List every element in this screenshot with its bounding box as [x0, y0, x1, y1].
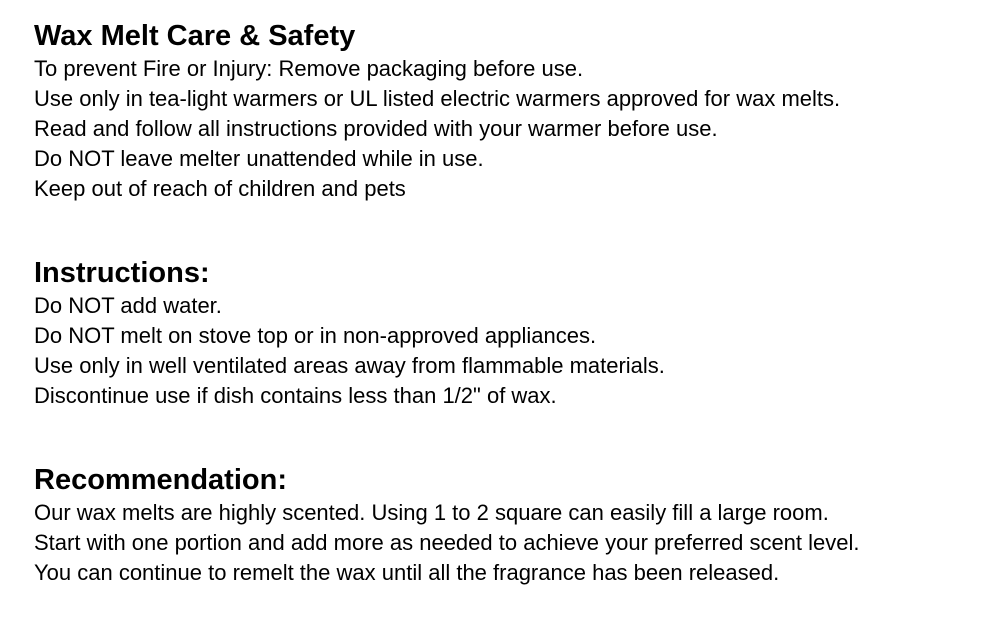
recommendation-line: Our wax melts are highly scented. Using 1 to 2 square can easily fill a large room. — [34, 500, 829, 525]
instructions-heading: Instructions: — [34, 257, 210, 289]
recommendation-line: You can continue to remelt the wax until all the fragrance has been released. — [34, 560, 780, 585]
care-safety-line: Use only in tea-light warmers or UL listed electric warmers approved for wax melts. — [34, 86, 841, 111]
recommendation-section — [34, 462, 994, 588]
instructions-line: Do NOT melt on stove top or in non-approved appliances. — [34, 323, 597, 348]
care-safety-line: Do NOT leave melter unattended while in use. — [34, 146, 484, 171]
care-safety-line: Keep out of reach of children and pets — [34, 176, 406, 201]
recommendation-line: Start with one portion and add more as needed to achieve your preferred scent level. — [34, 530, 860, 555]
instructions-line: Do NOT add water. — [34, 293, 222, 318]
instructions-line: Discontinue use if dish contains less than 1/2" of wax. — [34, 383, 557, 408]
instructions-section — [34, 255, 994, 411]
instructions-line: Use only in well ventilated areas away from flammable materials. — [34, 353, 665, 378]
care-safety-heading: Wax Melt Care & Safety — [34, 20, 356, 52]
recommendation-heading: Recommendation: — [34, 464, 287, 496]
care-safety-line: To prevent Fire or Injury: Remove packaging before use. — [34, 56, 584, 81]
care-safety-section — [34, 18, 994, 204]
document-body — [34, 18, 994, 588]
care-safety-line: Read and follow all instructions provided with your warmer before use. — [34, 116, 718, 141]
